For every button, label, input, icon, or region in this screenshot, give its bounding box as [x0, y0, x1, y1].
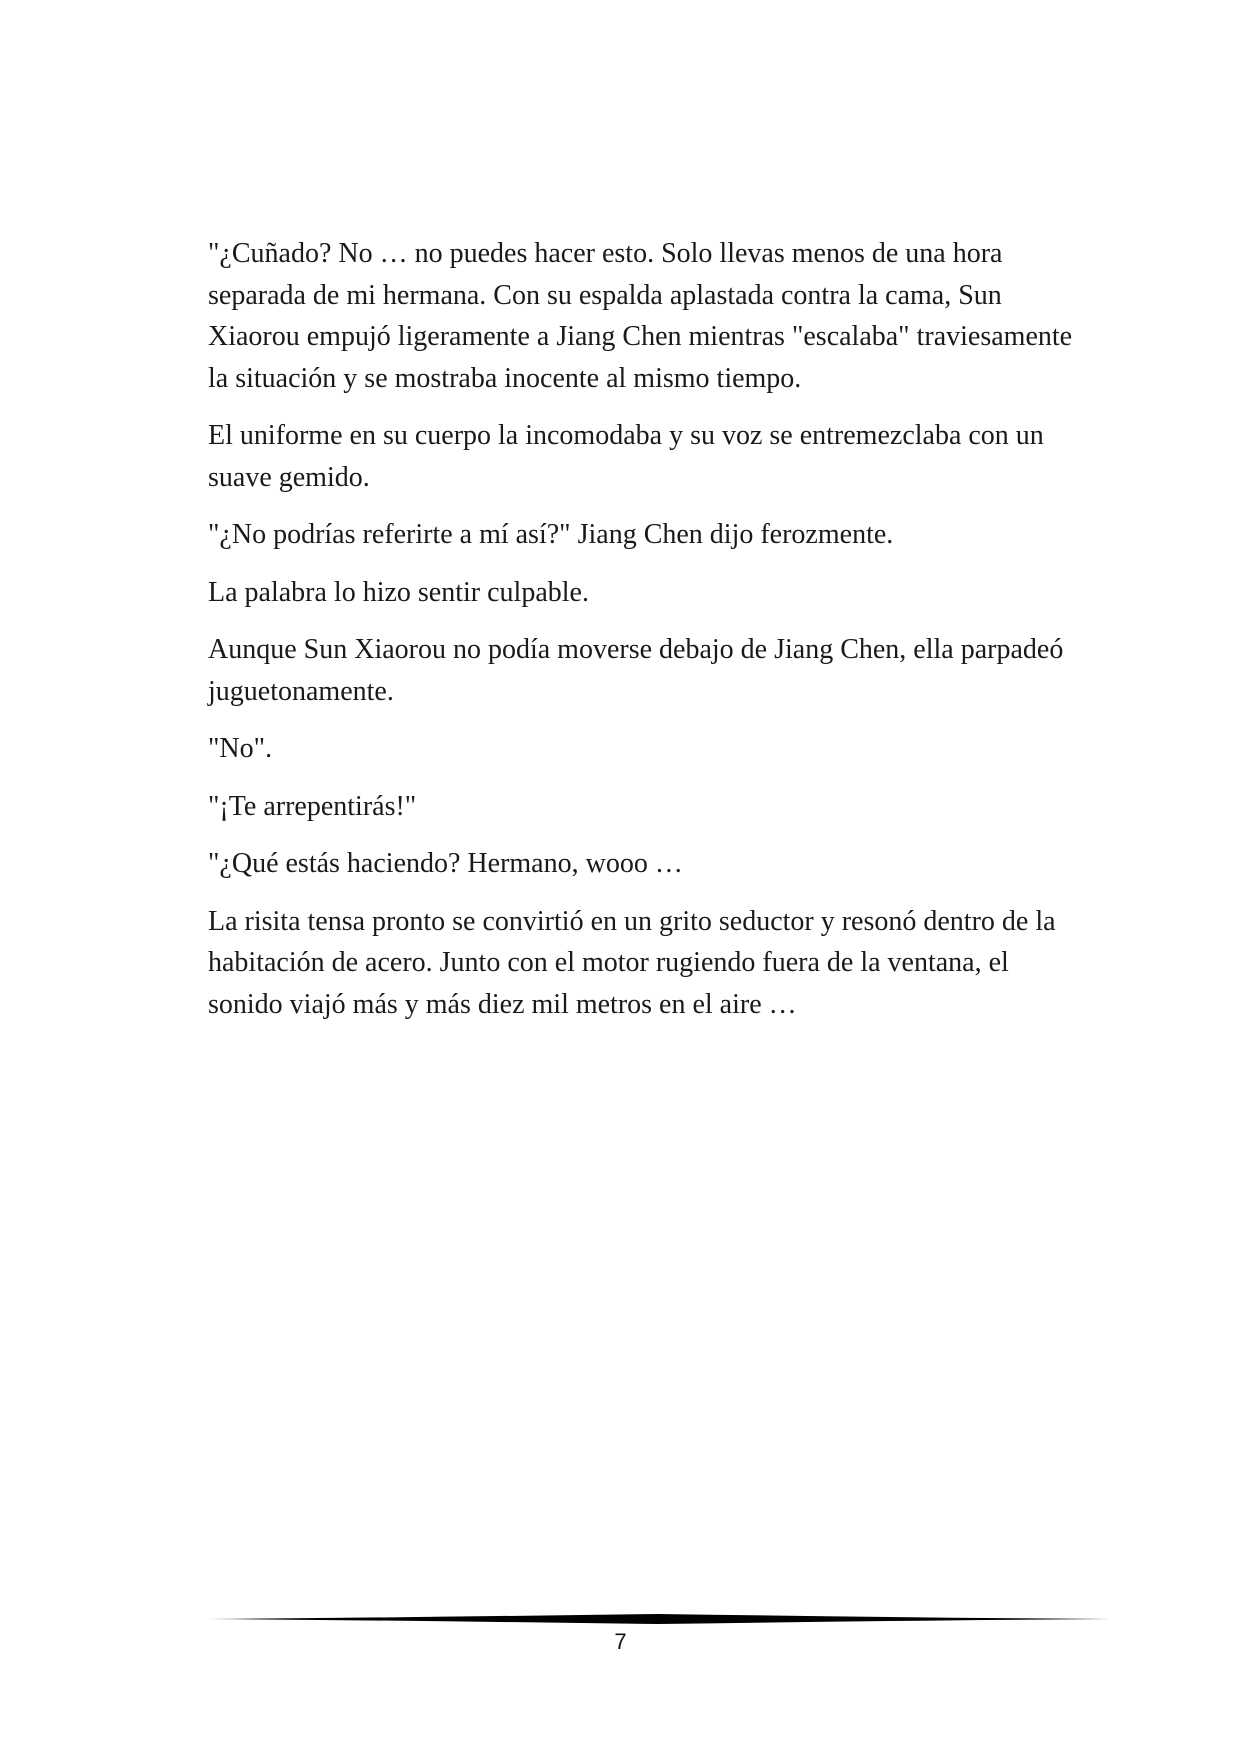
page-number: 7 — [614, 1629, 627, 1654]
paragraph: "¿No podrías referirte a mí así?" Jiang Chen dijo ferozmente. — [208, 519, 894, 550]
paragraph: "No". — [208, 733, 273, 764]
paragraph: "¡Te arrepentirás!" — [208, 790, 417, 822]
paragraph: "¿Qué estás haciendo? Hermano, wooo … — [208, 848, 683, 879]
footer-divider-swash — [206, 1614, 1110, 1624]
paragraph: El uniforme en su cuerpo la incomodaba y su voz se entremezclaba con un suave gemido. — [208, 420, 1044, 493]
paragraph: La palabra lo hizo sentir culpable. — [208, 576, 589, 608]
paragraph: Aunque Sun Xiaorou no podía moverse debajo de Jiang Chen, ella parpadeó juguetonamente. — [208, 634, 1064, 707]
footer-divider — [206, 1612, 1110, 1626]
paragraph: La risita tensa pronto se convirtió en un grito seductor y resonó dentro de la habitación de acero. Junto con el motor rugiendo fuera de la ventana, el sonido viajó más y más diez mil metros en el aire … — [208, 905, 1056, 1020]
paragraph: "¿Cuñado? No … no puedes hacer esto. Solo llevas menos de una hora separada de mi hermana. Con su espalda aplastada contra la cama, Sun Xiaorou empujó ligeramente a Jiang Chen mientras "escalaba" traviesamente la situación y se mostraba inocente al mismo tiempo. — [208, 238, 1073, 394]
body-text — [208, 233, 1088, 1041]
